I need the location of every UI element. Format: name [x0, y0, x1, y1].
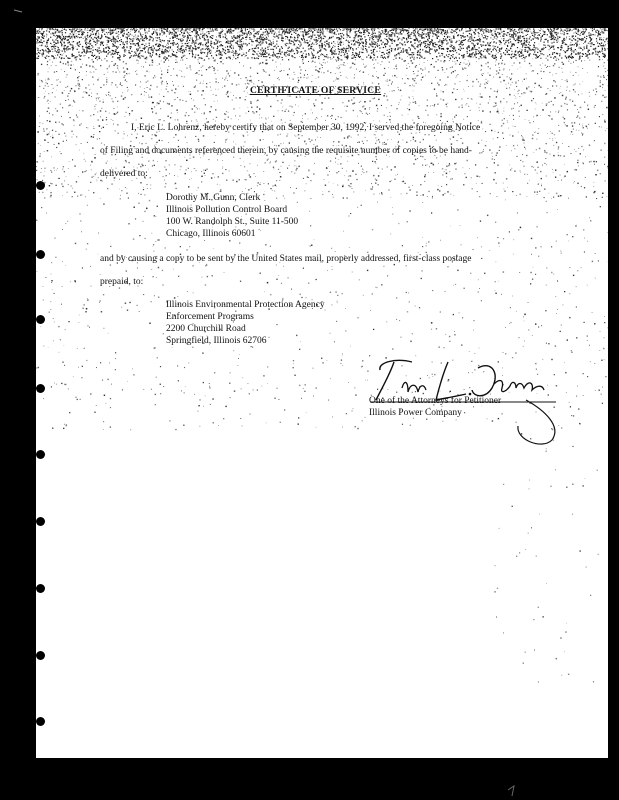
punch-hole [36, 181, 45, 190]
paragraph1-line3: delivered to: [100, 169, 148, 179]
paper-sheet [36, 28, 608, 758]
recipient2-line2: Enforcement Programs [166, 312, 254, 322]
recipient2-line1: Illinois Environmental Protection Agency [166, 300, 325, 310]
recipient1-line3: 100 W. Randolph St., Suite 11-500 [166, 217, 299, 227]
signature-caption-line2: Illinois Power Company [369, 408, 462, 418]
signature-caption-line1: One of the Attorneys for Petitioner [369, 396, 502, 406]
recipient2-line3: 2200 Churchill Road [166, 324, 246, 334]
paragraph2-line2: prepaid, to: [100, 277, 144, 287]
paragraph1-line2: of Filing and documents referenced therein, by causing the requisite number of copies to be hand- [100, 146, 472, 156]
handwritten-signature [366, 340, 566, 450]
recipient1-line1: Dorothy M. Gunn, Clerk [166, 193, 261, 203]
paragraph2-line1: and by causing a copy to be sent by the United States mail, properly addressed, first-class postage [100, 254, 472, 264]
recipient1-line2: Illinois Pollution Control Board [166, 205, 288, 215]
punch-hole [36, 717, 45, 726]
punch-hole [36, 315, 45, 324]
recipient2-line4: Springfield, Illinois 62706 [166, 336, 267, 346]
punch-hole [36, 584, 45, 593]
punch-hole [36, 651, 45, 660]
punch-hole [36, 250, 45, 259]
punch-hole [36, 384, 45, 393]
document-title: CERTIFICATE OF SERVICE [250, 86, 382, 96]
punch-hole [36, 517, 45, 526]
recipient1-line4: Chicago, Illinois 60601 [166, 229, 256, 239]
punch-hole [36, 450, 45, 459]
paragraph1-line1: I, Eric L. Lohrenz, hereby certify that on September 30, 1992, I served the foregoing Notice [131, 123, 481, 133]
